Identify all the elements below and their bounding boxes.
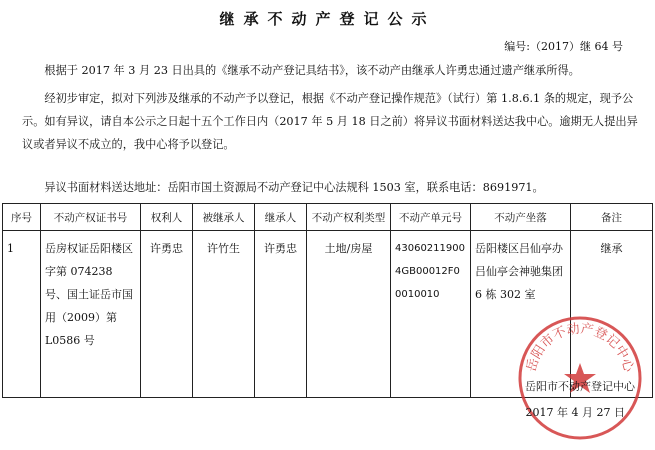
issue-date: 2017 年 4 月 27 日 [525, 406, 625, 419]
document-number: 编号:（2017）继 64 号 [504, 40, 623, 53]
header-decedent: 被继承人 [193, 204, 255, 231]
paragraph-review: 经初步审定，拟对下列涉及继承的不动产予以登记，根据《不动产登记操作规范》（试行）第 1.8.6.1 条的规定，现予公示。如有异议，请自本公示之日起十五个工作日内（2017 年 5 月 18 日之前）将异议书面材料送达我中心。逾期无人提出异议或者异议不成立的，我中心将予以登记。 [22, 92, 638, 151]
seal-text-path: 岳阳市不动产登记中心 [524, 321, 636, 374]
header-remark: 备注 [571, 204, 653, 231]
header-heir: 继承人 [255, 204, 307, 231]
cell-index: 1 [3, 231, 41, 398]
table-header-row [3, 204, 653, 231]
official-seal [505, 300, 655, 450]
header-unit-number: 不动产单元号 [391, 204, 471, 231]
cell-remark: 继承 [571, 231, 653, 398]
cell-right-holder: 许勇忠 [141, 231, 193, 398]
header-right-type: 不动产权利类型 [307, 204, 391, 231]
header-location: 不动产坐落 [471, 204, 571, 231]
issuer-name: 岳阳市不动产登记中心 [525, 380, 635, 393]
header-certificate: 不动产权证书号 [41, 204, 141, 231]
header-right-holder: 权利人 [141, 204, 193, 231]
cell-right-type: 土地/房屋 [307, 231, 391, 398]
cell-certificate: 岳房权证岳阳楼区字第 074238 号、国土证岳市国用（2009）第 L0586 号 [41, 231, 141, 398]
cell-heir: 许勇忠 [255, 231, 307, 398]
cell-unit-number: 430602119004GB00012F00010010 [391, 231, 471, 398]
paragraph-address: 异议书面材料送达地址：岳阳市国土资源局不动产登记中心法规科 1503 室，联系电话：8691971。 [44, 181, 544, 194]
paragraph-basis: 根据于 2017 年 3 月 23 日出具的《继承不动产登记具结书》，该不动产由继承人许勇忠通过遗产继承所得。 [44, 64, 580, 77]
notice-title: 继承不动产登记公示 [219, 10, 436, 28]
header-index: 序号 [3, 204, 41, 231]
cell-decedent: 许竹生 [193, 231, 255, 398]
cell-location: 岳阳楼区吕仙亭办吕仙亭会神驰集团 6 栋 302 室 [471, 231, 571, 398]
